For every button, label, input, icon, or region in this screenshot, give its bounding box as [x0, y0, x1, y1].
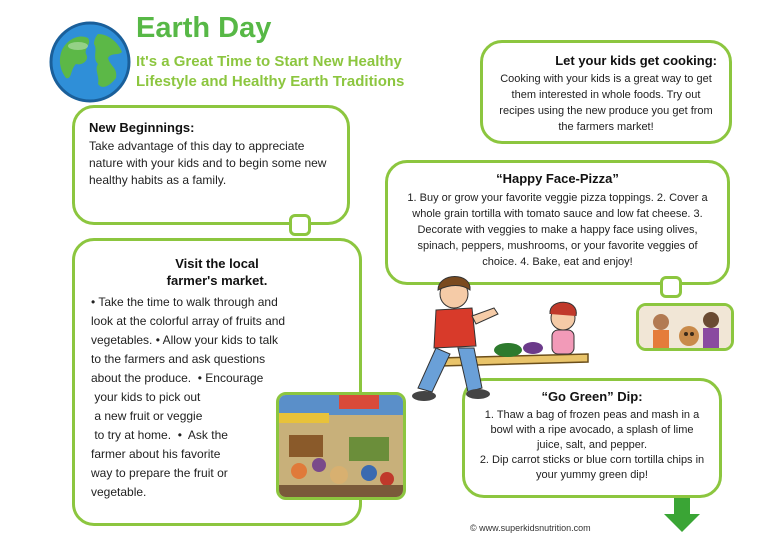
- market-line: way to prepare the fruit or: [91, 466, 228, 480]
- market-heading: [91, 255, 343, 289]
- market-line: to try at home. • Ask the: [91, 428, 228, 442]
- kids-pizza-photo: [636, 303, 734, 351]
- cooking-heading: Let your kids get cooking:: [555, 53, 717, 68]
- cooking-tip-box: [480, 40, 732, 144]
- dip-heading: “Go Green” Dip:: [541, 389, 643, 404]
- copyright-credit: © www.superkidsnutrition.com: [470, 523, 591, 533]
- market-line: • Take the time to walk through and: [91, 295, 278, 309]
- subtitle-line: Lifestyle and Healthy Earth Traditions: [136, 73, 405, 90]
- cooking-body: Cooking with your kids is a great way to get them interested in whole foods. Try out recipes using the new produce you get from the farmers market!: [499, 73, 713, 133]
- subtitle-line: It's a Great Time to Start New Healthy: [136, 53, 402, 70]
- market-line: your kids to pick out: [91, 390, 201, 404]
- market-line: about the produce. • Encourage: [91, 371, 264, 385]
- market-line: farmer about his favorite: [91, 447, 221, 461]
- dip-step-1: 1. Thaw a bag of frozen peas and mash in a bowl with a ripe avocado, a splash of lime juice, salt, and pepper.: [484, 409, 700, 451]
- farmers-market-photo: [276, 392, 406, 500]
- beginnings-heading: New Beginnings:: [89, 120, 195, 135]
- page-subtitle: [136, 52, 404, 92]
- pizza-body: 1. Buy or grow your favorite veggie pizza toppings. 2. Cover a whole grain tortilla with tomato sauce and low fat cheese. 3. Decorate with veggies to make a happy face using olives, spinach, peppers, mushrooms, or your favorite veggies of choice. 4. Bake, eat and enjoy!: [407, 192, 708, 268]
- market-heading-line: Visit the local: [175, 256, 259, 271]
- box-connector: [289, 214, 311, 236]
- pizza-heading: “Happy Face-Pizza”: [496, 171, 619, 186]
- market-heading-line: farmer's market.: [166, 273, 268, 288]
- market-line: vegetable.: [91, 485, 147, 499]
- page-title: Earth Day: [136, 12, 272, 44]
- globe-icon: [48, 20, 132, 104]
- box-connector: [660, 276, 682, 298]
- new-beginnings-box: [72, 105, 350, 225]
- arrow-down-icon: [664, 498, 700, 534]
- market-line: look at the colorful array of fruits and: [91, 314, 286, 328]
- market-line: to the farmers and ask questions: [91, 352, 266, 366]
- beginnings-body: Take advantage of this day to appreciate nature with your kids and to begin some new healthy habits as a family.: [89, 139, 327, 187]
- market-line: vegetables. • Allow your kids to talk: [91, 333, 278, 347]
- dip-step-2: 2. Dip carrot sticks or blue corn tortilla chips in your yummy green dip!: [479, 454, 705, 481]
- kids-cooking-illustration: [398, 268, 598, 418]
- happy-face-pizza-box: [385, 160, 730, 285]
- market-line: a new fruit or veggie: [91, 409, 203, 423]
